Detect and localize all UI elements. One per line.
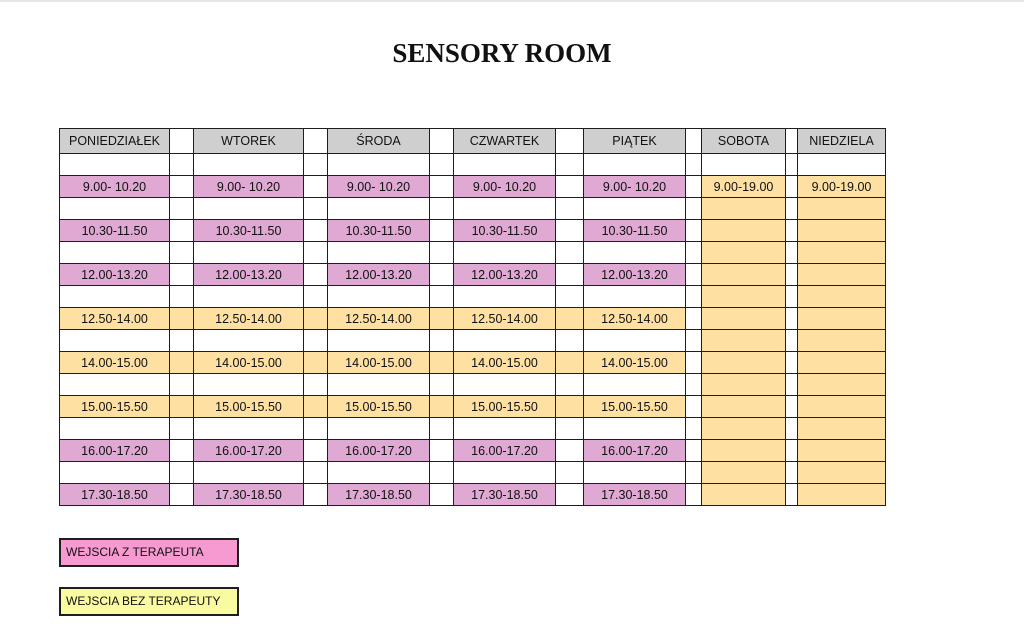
time-slot-thu: 15.00-15.50 bbox=[454, 396, 556, 418]
spacer-cell bbox=[170, 484, 194, 506]
spacer-cell bbox=[786, 176, 798, 198]
empty-cell bbox=[454, 374, 556, 396]
slot-row bbox=[60, 308, 886, 330]
empty-cell bbox=[702, 286, 786, 308]
spacer-cell bbox=[686, 220, 702, 242]
spacer-cell bbox=[556, 129, 584, 154]
spacer-cell bbox=[786, 418, 798, 440]
empty-cell bbox=[798, 286, 886, 308]
spacer-cell bbox=[786, 352, 798, 374]
spacer-cell bbox=[686, 242, 702, 264]
spacer-cell bbox=[686, 176, 702, 198]
legend-without-therapist: WEJSCIA BEZ TERAPEUTY bbox=[59, 587, 239, 616]
time-slot-fri: 12.00-13.20 bbox=[584, 264, 686, 286]
empty-cell bbox=[454, 198, 556, 220]
empty-cell bbox=[702, 440, 786, 462]
empty-cell bbox=[194, 462, 304, 484]
spacer-cell bbox=[556, 330, 584, 352]
blank-row bbox=[60, 330, 886, 352]
empty-cell bbox=[60, 374, 170, 396]
spacer-cell bbox=[556, 154, 584, 176]
empty-cell bbox=[798, 374, 886, 396]
spacer-cell bbox=[430, 440, 454, 462]
spacer-cell bbox=[556, 308, 584, 330]
spacer-cell bbox=[556, 462, 584, 484]
empty-cell bbox=[454, 330, 556, 352]
empty-cell bbox=[328, 198, 430, 220]
time-slot-thu: 14.00-15.00 bbox=[454, 352, 556, 374]
empty-cell bbox=[798, 220, 886, 242]
spacer-cell bbox=[556, 440, 584, 462]
empty-cell bbox=[702, 264, 786, 286]
spacer-cell bbox=[304, 352, 328, 374]
spacer-cell bbox=[304, 330, 328, 352]
empty-cell bbox=[798, 396, 886, 418]
empty-cell bbox=[702, 418, 786, 440]
time-slot-wed: 17.30-18.50 bbox=[328, 484, 430, 506]
slot-row bbox=[60, 176, 886, 198]
time-slot-thu: 9.00- 10.20 bbox=[454, 176, 556, 198]
empty-cell bbox=[702, 374, 786, 396]
slot-row bbox=[60, 264, 886, 286]
empty-cell bbox=[584, 286, 686, 308]
spacer-cell bbox=[304, 484, 328, 506]
empty-cell bbox=[60, 462, 170, 484]
time-slot-wed: 12.50-14.00 bbox=[328, 308, 430, 330]
empty-cell bbox=[194, 198, 304, 220]
spacer-cell bbox=[556, 220, 584, 242]
empty-cell bbox=[702, 352, 786, 374]
empty-cell bbox=[328, 154, 430, 176]
spacer-cell bbox=[786, 440, 798, 462]
time-slot-mon: 12.00-13.20 bbox=[60, 264, 170, 286]
empty-cell bbox=[584, 462, 686, 484]
empty-cell bbox=[454, 462, 556, 484]
empty-cell bbox=[454, 418, 556, 440]
blank-row bbox=[60, 462, 886, 484]
spacer-cell bbox=[170, 176, 194, 198]
spacer-cell bbox=[430, 129, 454, 154]
time-slot-wed: 16.00-17.20 bbox=[328, 440, 430, 462]
spacer-cell bbox=[304, 396, 328, 418]
spacer-cell bbox=[786, 462, 798, 484]
blank-row bbox=[60, 286, 886, 308]
spacer-cell bbox=[430, 176, 454, 198]
spacer-cell bbox=[430, 484, 454, 506]
spacer-cell bbox=[556, 242, 584, 264]
empty-cell bbox=[798, 462, 886, 484]
time-slot-wed: 12.00-13.20 bbox=[328, 264, 430, 286]
day-header-tue: WTOREK bbox=[194, 129, 304, 154]
spacer-cell bbox=[686, 462, 702, 484]
spacer-cell bbox=[304, 129, 328, 154]
time-slot-wed: 15.00-15.50 bbox=[328, 396, 430, 418]
page-title: SENSORY ROOM bbox=[392, 38, 612, 68]
spacer-cell bbox=[786, 129, 798, 154]
spacer-cell bbox=[430, 396, 454, 418]
time-slot-fri: 14.00-15.00 bbox=[584, 352, 686, 374]
empty-cell bbox=[798, 352, 886, 374]
time-slot-wed: 14.00-15.00 bbox=[328, 352, 430, 374]
time-slot-mon: 17.30-18.50 bbox=[60, 484, 170, 506]
spacer-cell bbox=[786, 242, 798, 264]
spacer-cell bbox=[686, 418, 702, 440]
time-slot-mon: 9.00- 10.20 bbox=[60, 176, 170, 198]
spacer-cell bbox=[786, 374, 798, 396]
empty-cell bbox=[328, 462, 430, 484]
empty-cell bbox=[194, 418, 304, 440]
spacer-cell bbox=[430, 154, 454, 176]
spacer-cell bbox=[304, 242, 328, 264]
time-slot-tue: 14.00-15.00 bbox=[194, 352, 304, 374]
spacer-cell bbox=[304, 308, 328, 330]
spacer-cell bbox=[170, 154, 194, 176]
time-slot-mon: 16.00-17.20 bbox=[60, 440, 170, 462]
blank-row bbox=[60, 242, 886, 264]
blank-row bbox=[60, 374, 886, 396]
spacer-cell bbox=[304, 462, 328, 484]
empty-cell bbox=[328, 330, 430, 352]
spacer-cell bbox=[686, 264, 702, 286]
empty-cell bbox=[194, 154, 304, 176]
empty-cell bbox=[454, 286, 556, 308]
spacer-cell bbox=[170, 129, 194, 154]
spacer-cell bbox=[556, 352, 584, 374]
empty-cell bbox=[798, 154, 886, 176]
spacer-cell bbox=[786, 198, 798, 220]
day-header-sat: SOBOTA bbox=[702, 129, 786, 154]
spacer-cell bbox=[304, 154, 328, 176]
time-slot-mon: 14.00-15.00 bbox=[60, 352, 170, 374]
time-slot-wed: 9.00- 10.20 bbox=[328, 176, 430, 198]
spacer-cell bbox=[430, 418, 454, 440]
spacer-cell bbox=[430, 352, 454, 374]
legend-with-therapist: WEJSCIA Z TERAPEUTA bbox=[59, 538, 239, 567]
empty-cell bbox=[584, 154, 686, 176]
spacer-cell bbox=[170, 352, 194, 374]
empty-cell bbox=[60, 154, 170, 176]
empty-cell bbox=[702, 242, 786, 264]
empty-cell bbox=[454, 242, 556, 264]
blank-row bbox=[60, 418, 886, 440]
empty-cell bbox=[702, 198, 786, 220]
empty-cell bbox=[194, 242, 304, 264]
time-slot-sat: 9.00-19.00 bbox=[702, 176, 786, 198]
empty-cell bbox=[702, 484, 786, 506]
spacer-cell bbox=[430, 242, 454, 264]
empty-cell bbox=[584, 242, 686, 264]
blank-row bbox=[60, 154, 886, 176]
spacer-cell bbox=[786, 396, 798, 418]
empty-cell bbox=[60, 330, 170, 352]
spacer-cell bbox=[304, 286, 328, 308]
slot-row bbox=[60, 352, 886, 374]
empty-cell bbox=[328, 242, 430, 264]
empty-cell bbox=[702, 396, 786, 418]
time-slot-fri: 9.00- 10.20 bbox=[584, 176, 686, 198]
time-slot-fri: 16.00-17.20 bbox=[584, 440, 686, 462]
time-slot-thu: 17.30-18.50 bbox=[454, 484, 556, 506]
spacer-cell bbox=[430, 308, 454, 330]
time-slot-tue: 12.00-13.20 bbox=[194, 264, 304, 286]
schedule-table bbox=[59, 128, 886, 506]
empty-cell bbox=[798, 330, 886, 352]
empty-cell bbox=[584, 198, 686, 220]
empty-cell bbox=[328, 374, 430, 396]
spacer-cell bbox=[170, 396, 194, 418]
spacer-cell bbox=[170, 286, 194, 308]
empty-cell bbox=[194, 330, 304, 352]
spacer-cell bbox=[430, 220, 454, 242]
slot-row bbox=[60, 484, 886, 506]
time-slot-mon: 15.00-15.50 bbox=[60, 396, 170, 418]
spacer-cell bbox=[686, 129, 702, 154]
empty-cell bbox=[798, 308, 886, 330]
empty-cell bbox=[194, 286, 304, 308]
spacer-cell bbox=[170, 440, 194, 462]
spacer-cell bbox=[686, 154, 702, 176]
spacer-cell bbox=[786, 330, 798, 352]
spacer-cell bbox=[786, 154, 798, 176]
spacer-cell bbox=[170, 308, 194, 330]
spacer-cell bbox=[686, 396, 702, 418]
time-slot-tue: 17.30-18.50 bbox=[194, 484, 304, 506]
spacer-cell bbox=[304, 176, 328, 198]
spacer-cell bbox=[686, 352, 702, 374]
empty-cell bbox=[328, 418, 430, 440]
spacer-cell bbox=[686, 484, 702, 506]
empty-cell bbox=[584, 418, 686, 440]
spacer-cell bbox=[170, 418, 194, 440]
spacer-cell bbox=[170, 198, 194, 220]
time-slot-mon: 12.50-14.00 bbox=[60, 308, 170, 330]
time-slot-thu: 16.00-17.20 bbox=[454, 440, 556, 462]
empty-cell bbox=[60, 198, 170, 220]
spacer-cell bbox=[686, 330, 702, 352]
day-header-wed: ŚRODA bbox=[328, 129, 430, 154]
empty-cell bbox=[328, 286, 430, 308]
time-slot-mon: 10.30-11.50 bbox=[60, 220, 170, 242]
day-header-thu: CZWARTEK bbox=[454, 129, 556, 154]
spacer-cell bbox=[170, 374, 194, 396]
spacer-cell bbox=[304, 418, 328, 440]
empty-cell bbox=[798, 198, 886, 220]
spacer-cell bbox=[170, 330, 194, 352]
empty-cell bbox=[702, 462, 786, 484]
time-slot-tue: 9.00- 10.20 bbox=[194, 176, 304, 198]
spacer-cell bbox=[170, 264, 194, 286]
spacer-cell bbox=[786, 264, 798, 286]
spacer-cell bbox=[556, 176, 584, 198]
empty-cell bbox=[60, 242, 170, 264]
spacer-cell bbox=[430, 198, 454, 220]
spacer-cell bbox=[556, 286, 584, 308]
day-header-sun: NIEDZIELA bbox=[798, 129, 886, 154]
header-row bbox=[60, 129, 886, 154]
spacer-cell bbox=[686, 440, 702, 462]
spacer-cell bbox=[686, 374, 702, 396]
spacer-cell bbox=[170, 462, 194, 484]
spacer-cell bbox=[556, 396, 584, 418]
empty-cell bbox=[702, 154, 786, 176]
spacer-cell bbox=[304, 440, 328, 462]
spacer-cell bbox=[430, 330, 454, 352]
time-slot-fri: 17.30-18.50 bbox=[584, 484, 686, 506]
spacer-cell bbox=[170, 220, 194, 242]
spacer-cell bbox=[430, 286, 454, 308]
spacer-cell bbox=[430, 462, 454, 484]
spacer-cell bbox=[686, 198, 702, 220]
spacer-cell bbox=[304, 198, 328, 220]
empty-cell bbox=[194, 374, 304, 396]
empty-cell bbox=[60, 286, 170, 308]
spacer-cell bbox=[556, 374, 584, 396]
empty-cell bbox=[702, 330, 786, 352]
empty-cell bbox=[798, 418, 886, 440]
spacer-cell bbox=[170, 242, 194, 264]
time-slot-fri: 10.30-11.50 bbox=[584, 220, 686, 242]
top-border bbox=[0, 0, 1024, 2]
time-slot-tue: 16.00-17.20 bbox=[194, 440, 304, 462]
blank-row bbox=[60, 198, 886, 220]
time-slot-tue: 10.30-11.50 bbox=[194, 220, 304, 242]
empty-cell bbox=[584, 330, 686, 352]
empty-cell bbox=[702, 308, 786, 330]
spacer-cell bbox=[786, 220, 798, 242]
time-slot-tue: 12.50-14.00 bbox=[194, 308, 304, 330]
slot-row bbox=[60, 440, 886, 462]
time-slot-fri: 15.00-15.50 bbox=[584, 396, 686, 418]
empty-cell bbox=[798, 440, 886, 462]
empty-cell bbox=[798, 242, 886, 264]
empty-cell bbox=[584, 374, 686, 396]
spacer-cell bbox=[786, 484, 798, 506]
day-header-mon: PONIEDZIAŁEK bbox=[60, 129, 170, 154]
spacer-cell bbox=[686, 308, 702, 330]
spacer-cell bbox=[556, 484, 584, 506]
empty-cell bbox=[798, 484, 886, 506]
empty-cell bbox=[798, 264, 886, 286]
slot-row bbox=[60, 220, 886, 242]
slot-row bbox=[60, 396, 886, 418]
spacer-cell bbox=[686, 286, 702, 308]
spacer-cell bbox=[786, 286, 798, 308]
time-slot-sun: 9.00-19.00 bbox=[798, 176, 886, 198]
empty-cell bbox=[454, 154, 556, 176]
spacer-cell bbox=[556, 418, 584, 440]
empty-cell bbox=[702, 220, 786, 242]
spacer-cell bbox=[304, 374, 328, 396]
spacer-cell bbox=[786, 308, 798, 330]
time-slot-tue: 15.00-15.50 bbox=[194, 396, 304, 418]
spacer-cell bbox=[556, 198, 584, 220]
spacer-cell bbox=[304, 220, 328, 242]
time-slot-fri: 12.50-14.00 bbox=[584, 308, 686, 330]
time-slot-thu: 12.50-14.00 bbox=[454, 308, 556, 330]
time-slot-thu: 10.30-11.50 bbox=[454, 220, 556, 242]
time-slot-thu: 12.00-13.20 bbox=[454, 264, 556, 286]
time-slot-wed: 10.30-11.50 bbox=[328, 220, 430, 242]
empty-cell bbox=[60, 418, 170, 440]
day-header-fri: PIĄTEK bbox=[584, 129, 686, 154]
spacer-cell bbox=[430, 264, 454, 286]
spacer-cell bbox=[304, 264, 328, 286]
spacer-cell bbox=[556, 264, 584, 286]
spacer-cell bbox=[430, 374, 454, 396]
